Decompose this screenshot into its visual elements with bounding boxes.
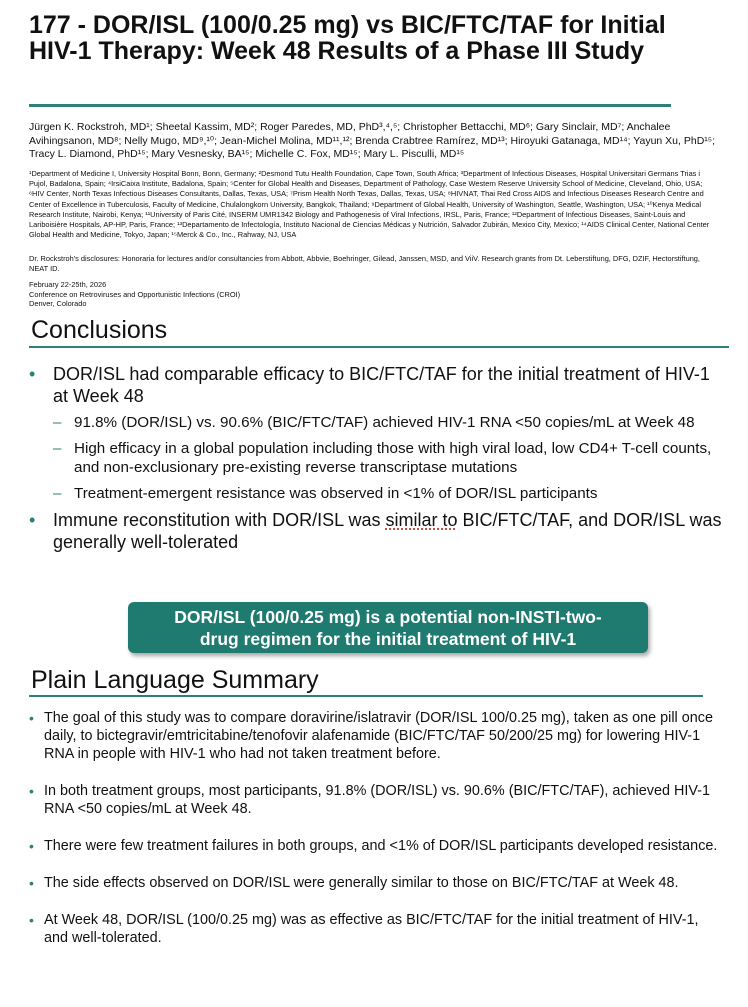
conclusion-sub-bullet <box>29 439 729 478</box>
disclosures: Dr. Rockstroh's disclosures: Honoraria for lectures and/or consultancies from Abbott, Abbvie, Boehringer, Gilead, Janssen, MSD, and ViiV. Research grants from Dt. Leberstiftung, DFG, DZIF, Hectorstiftung, NEAT ID. <box>29 254 700 273</box>
list-item-text: The side effects observed on DOR/ISL were generally similar to those on BIC/FTC/TAF at Week 48. <box>44 875 679 891</box>
list-item-text: There were few treatment failures in both groups, and <1% of DOR/ISL participants developed resistance. <box>44 838 718 854</box>
conclusion-text: DOR/ISL had comparable efficacy to BIC/FTC/TAF for the initial treatment of HIV-1 at Week 48 <box>53 364 710 406</box>
conclusion-bullet <box>29 509 729 553</box>
list-item <box>29 782 719 818</box>
conference-name: Conference on Retroviruses and Opportunistic Infections (CROI) <box>29 289 241 299</box>
conclusions-list <box>29 363 729 559</box>
conclusion-bullet <box>29 363 729 407</box>
author-list: Jürgen K. Rockstroh, MD¹; Sheetal Kassim, MD²; Roger Paredes, MD, PhD³,⁴,⁵; Christopher Bettacchi, MD⁶; Gary Sinclair, MD⁷; Anchalee Avihingsanon, MD⁸; Nelly Mugo, MD⁹,¹⁰; Jean-Michel Molina, MD¹¹,¹²; Brenda Crabtree Ramírez, MD¹³; Hiroyuki Gatanaga, MD¹⁴; Yayun Xu, PhD¹⁵; Tracy L. Diamond, PhD¹⁵; Mary Vesnesky, BA¹⁵; Michelle C. Fox, MD¹⁵; Mary L. Pisculli, MD¹⁵ <box>29 121 716 161</box>
bullet-dot-icon: • <box>29 510 36 530</box>
bullet-dot-icon: • <box>29 875 34 891</box>
conclusion-text-end: BIC/FTC/TAF, and DOR/ISL was generally well-tolerated <box>53 510 722 552</box>
bullet-dot-icon: • <box>29 364 36 384</box>
bullet-dot-icon: • <box>29 783 34 799</box>
conference-info <box>29 280 429 309</box>
list-item <box>29 911 719 947</box>
conclusions-divider <box>29 346 729 348</box>
affiliation-list: ¹Department of Medicine I, University Hospital Bonn, Bonn, Germany; ²Desmond Tutu Health Foundation, Cape Town, South Africa; ³Department of Infectious Diseases, Hospital Universitari Germans Trias i Pujol, Badalona, Spain; ⁴IrsiCaixa Institute, Badalona, Spain; ⁵Center for Global Health and Diseases, Department of Pathology, Case Western Reserve University School of Medicine, Cleveland, Ohio, USA; ⁶HIV Center, North Texas Infectious Diseases Consultants, Dallas, Texas, USA; ⁷Prism Health North Texas, Dallas, Texas, USA; ⁸HIVNAT, Thai Red Cross AIDS and Infectious Diseases Research Centre and Center of Excellence in Tuberculosis, Faculty of Medicine, Chulalongkorn University, Bangkok, Thailand; ⁹Department of Global Health, University of Washington, Seattle, Washington, USA; ¹⁰Kenya Medical Research Institute, Nairobi, Kenya; ¹¹University of Paris Cité, INSERM UMR1342 Biology and Pathogenesis of Viral Infections, IRSL, Paris, France; ¹²Department of Infectious Diseases, Saint-Louis and Lariboisière Hospitals, AP-HP, Paris, France; ¹³Departamento de Infectología, Instituto Nacional de Ciencias Médicas y Nutrición, Salvador Zubirán, Mexico City, Mexico; ¹⁴AIDS Clinical Center, National Center Global Health and Medicine, Tokyo, Japan; ¹⁵Merck & Co., Inc., Rahway, NJ, USA <box>29 169 710 240</box>
conference-location: Denver, Colorado <box>29 299 87 308</box>
conclusions-heading: Conclusions <box>31 316 168 344</box>
list-item-text: At Week 48, DOR/ISL (100/0.25 mg) was as effective as BIC/FTC/TAF for the initial treatment of HIV-1, and well-tolerated. <box>44 912 699 946</box>
conclusion-sub-text: 91.8% (DOR/ISL) vs. 90.6% (BIC/FTC/TAF) achieved HIV-1 RNA <50 copies/mL at Week 48 <box>74 414 695 431</box>
list-item <box>29 874 719 892</box>
plain-language-list <box>29 709 719 966</box>
dash-icon: – <box>53 484 62 502</box>
key-message-callout <box>128 602 648 653</box>
plain-language-heading: Plain Language Summary <box>31 666 319 694</box>
dash-icon: – <box>53 439 62 457</box>
list-item <box>29 709 719 763</box>
spellcheck-marked-text: similar to <box>385 510 458 530</box>
bullet-dot-icon: • <box>29 838 34 854</box>
list-item-text: In both treatment groups, most participants, 91.8% (DOR/ISL) vs. 90.6% (BIC/FTC/TAF), achieved HIV-1 RNA <50 copies/mL at Week 48. <box>44 783 710 817</box>
list-item <box>29 837 719 855</box>
conclusion-text-start: Immune reconstitution with DOR/ISL was <box>53 510 386 530</box>
poster-title: 177 - DOR/ISL (100/0.25 mg) vs BIC/FTC/TAF for Initial HIV-1 Therapy: Week 48 Results of a Phase III Study <box>29 11 666 65</box>
dash-icon: – <box>53 414 62 431</box>
title-divider <box>29 104 671 107</box>
bullet-dot-icon: • <box>29 912 34 928</box>
callout-line-2: drug regimen for the initial treatment of HIV-1 <box>199 628 577 649</box>
conclusion-sub-bullet <box>29 484 729 504</box>
bullet-dot-icon: • <box>29 710 34 726</box>
plain-language-divider <box>29 695 703 697</box>
conclusion-sub-text: Treatment-emergent resistance was observed in <1% of DOR/ISL participants <box>74 484 598 502</box>
conclusion-sub-bullet <box>29 413 729 433</box>
list-item-text: The goal of this study was to compare doravirine/islatravir (DOR/ISL 100/0.25 mg), taken as one pill once daily, to bictegravir/emtricitabine/tenofovir alafenamide (BIC/FTC/TAF 50/200/25 mg) for lowering HIV-1 RNA in people with HIV-1 who had not taken treatment before. <box>44 710 713 762</box>
callout-line-1: DOR/ISL (100/0.25 mg) is a potential non-INSTI-two- <box>174 606 602 627</box>
conclusion-sub-text: High efficacy in a global population including those with high viral load, low CD4+ T-cell counts, and non-exclusionary pre-existing reverse transcriptase mutations <box>74 439 712 476</box>
conference-date: February 22-25th, 2026 <box>29 280 107 289</box>
